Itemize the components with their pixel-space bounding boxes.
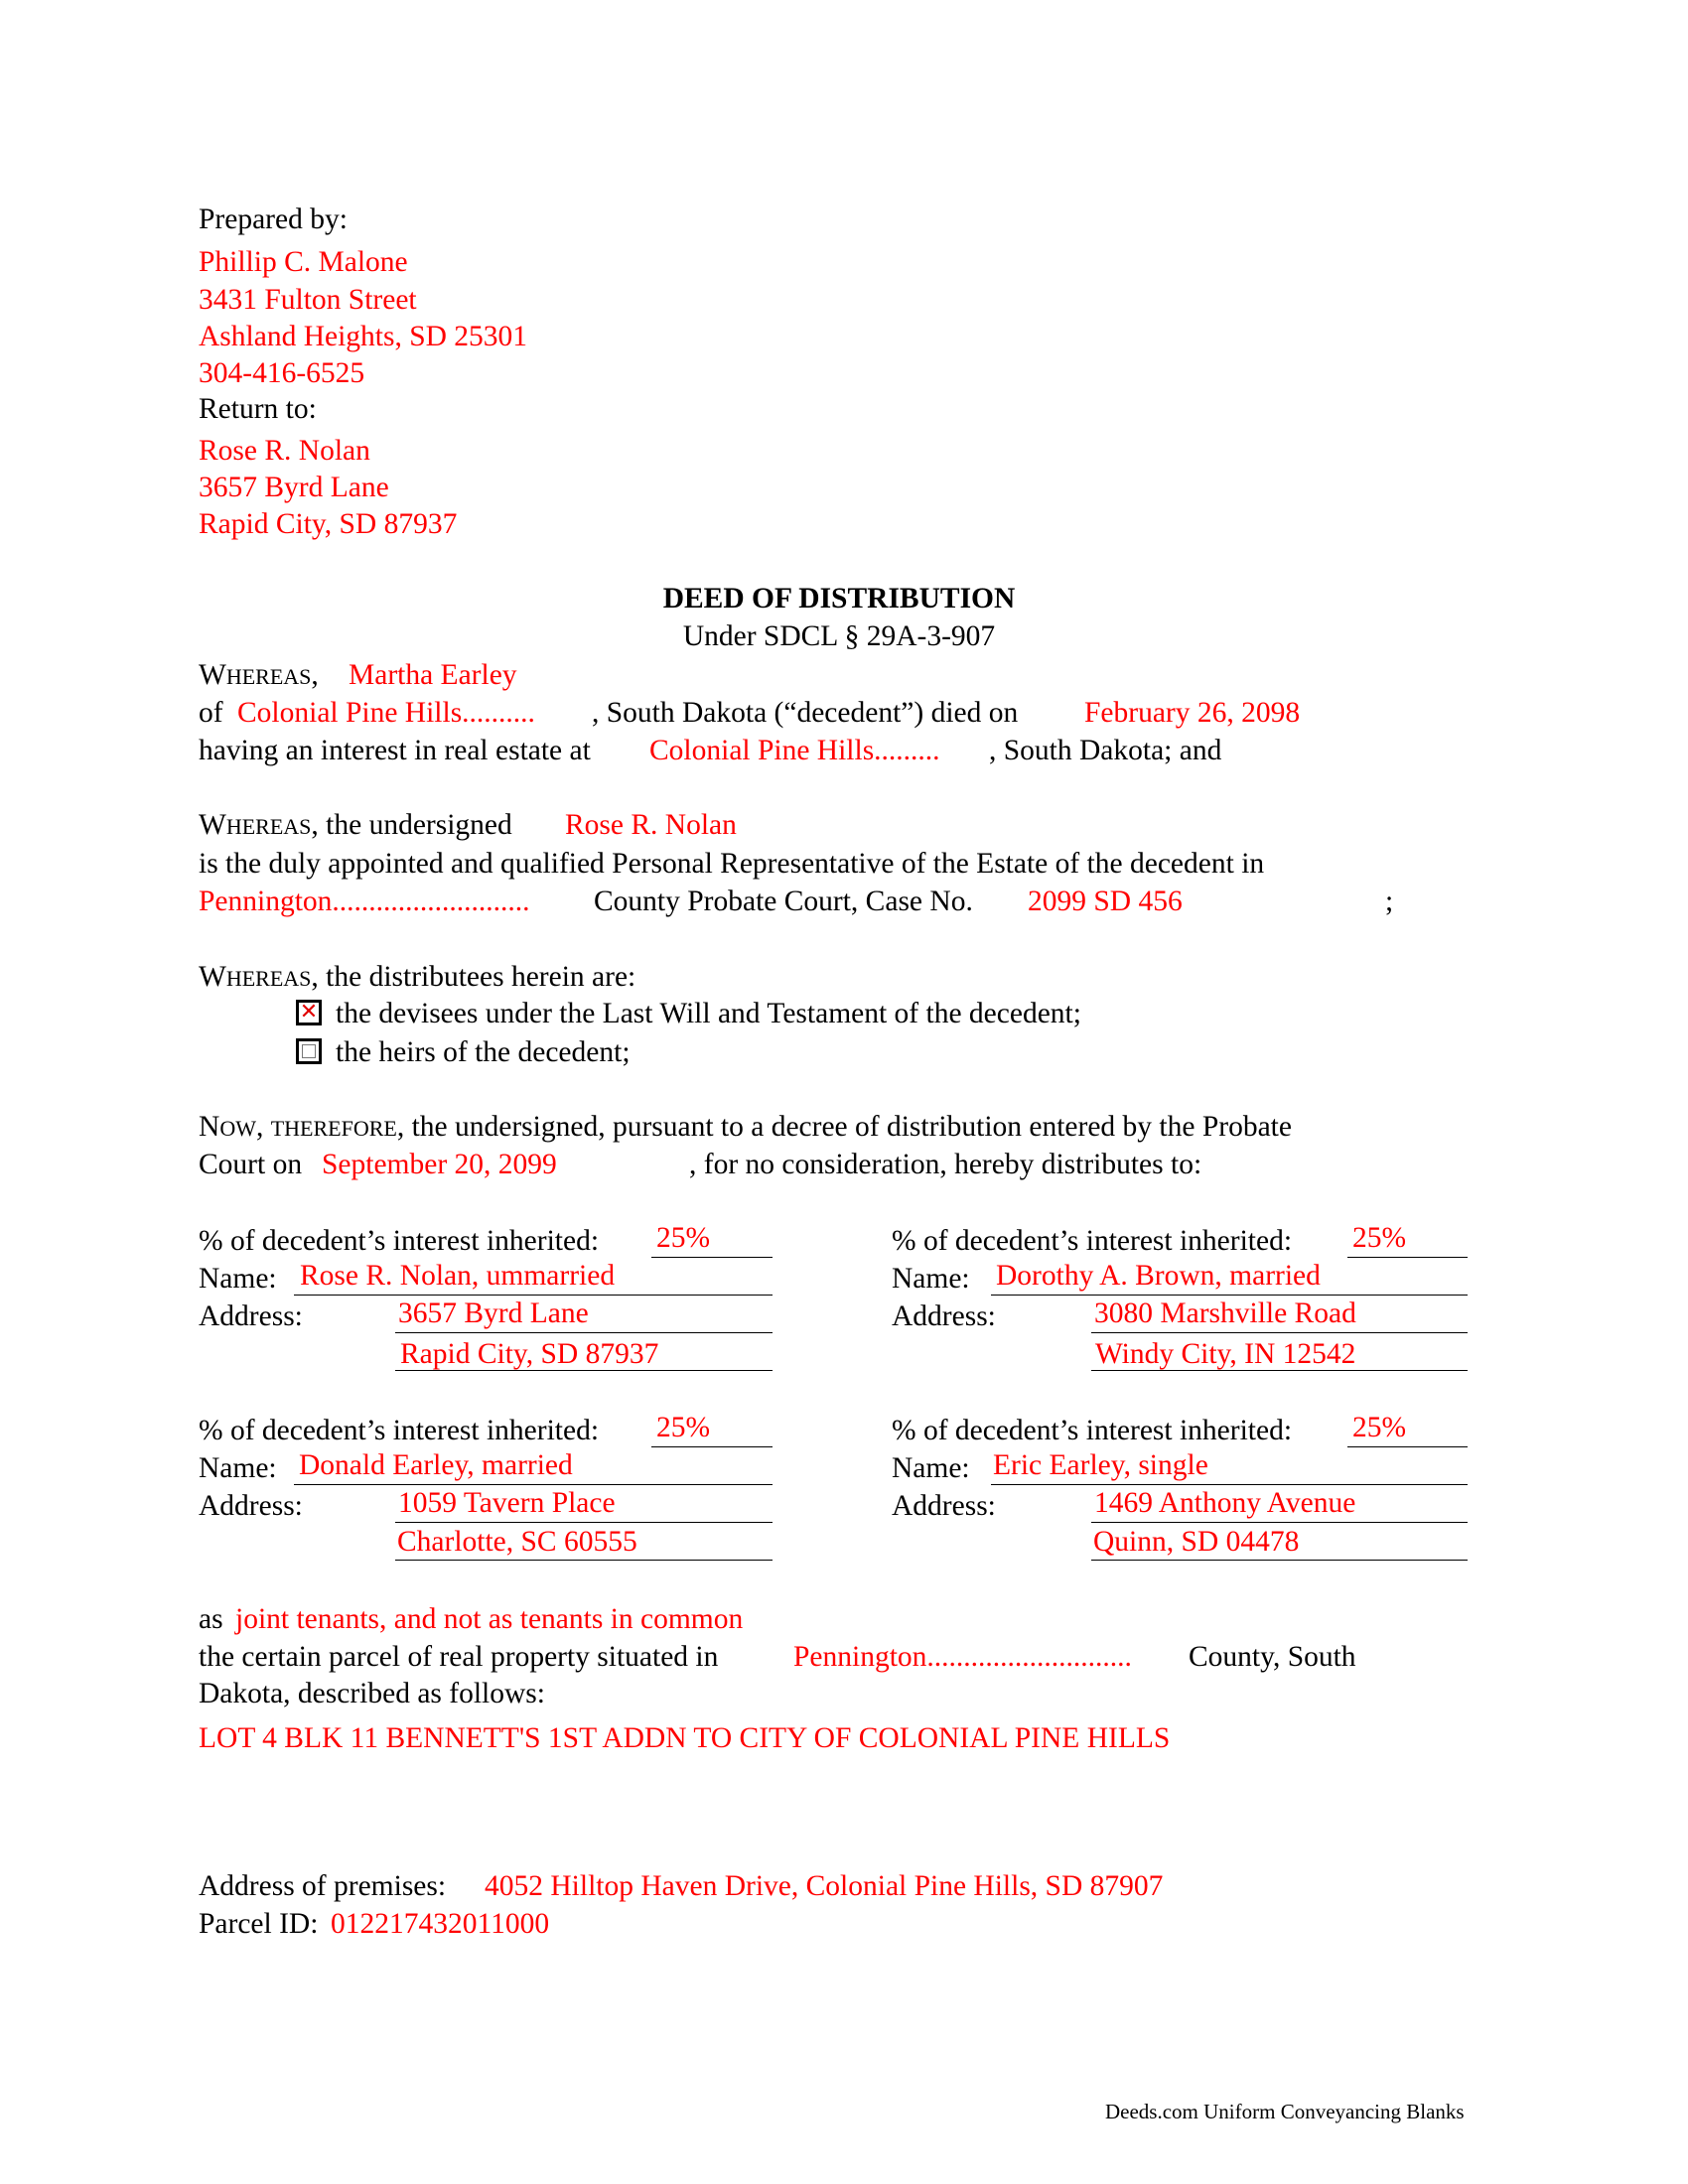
address-underline [395,1370,773,1371]
parcel-id-label: Parcel ID: [199,1908,319,1940]
name-label: Name: [892,1263,970,1295]
address-underline [395,1522,773,1523]
distributee-address-line-1[interactable]: 3657 Byrd Lane [398,1297,589,1329]
x-mark-icon: ✕ [299,1000,319,1024]
distributee-name[interactable]: Rose R. Nolan, ummarried [300,1260,616,1292]
pct-label: % of decedent’s interest inherited: [892,1415,1293,1446]
parcel-id[interactable]: 012217432011000 [331,1908,550,1940]
tenancy-type[interactable]: joint tenants, and not as tenants in common [235,1603,744,1635]
distributee-address-line-1[interactable]: 1059 Tavern Place [398,1487,616,1519]
case-number[interactable]: 2099 SD 456 [1028,886,1183,917]
interest-text: having an interest in real estate at [199,735,591,766]
representative-text: is the duly appointed and qualified Personal Representative of the Estate of the decedent in [199,848,1265,880]
interest-end: , South Dakota; and [989,735,1222,766]
distributee-address-line-1[interactable]: 1469 Anthony Avenue [1094,1487,1356,1519]
distributee-name[interactable]: Donald Earley, married [299,1449,573,1481]
distributee-name[interactable]: Eric Earley, single [993,1449,1208,1481]
distributee-pct[interactable]: 25% [1352,1412,1407,1443]
as-label: as [199,1603,223,1635]
name-underline [991,1295,1468,1296]
distributee-address-line-2[interactable]: Rapid City, SD 87937 [400,1338,659,1370]
death-date[interactable]: February 26, 2098 [1084,697,1301,729]
devisees-checkbox[interactable] [296,1000,322,1025]
whereas-2-heading: WHEREAS, the undersigned [199,809,512,841]
premises-address-label: Address of premises: [199,1870,447,1902]
distributee-address-line-2[interactable]: Windy City, IN 12542 [1095,1338,1356,1370]
heirs-checkbox[interactable] [296,1038,322,1064]
pct-underline [651,1257,773,1258]
parcel-county[interactable]: Pennington............................ [793,1641,1132,1673]
address-underline [395,1332,773,1333]
address-underline [1091,1332,1468,1333]
case-semicolon: ; [1385,886,1394,917]
return-name[interactable]: Rose R. Nolan [199,435,370,467]
distributee-address-line-1[interactable]: 3080 Marshville Road [1094,1297,1356,1329]
address-underline [1091,1560,1468,1561]
pct-underline [1347,1446,1468,1447]
legal-description[interactable]: LOT 4 BLK 11 BENNETT'S 1ST ADDN TO CITY OF COLONIAL PINE HILLS [199,1722,1171,1754]
distributee-pct[interactable]: 25% [656,1412,711,1443]
distributes-text: , for no consideration, hereby distributes to: [689,1149,1202,1180]
name-label: Name: [199,1452,277,1484]
preparer-name[interactable]: Phillip C. Malone [199,246,408,278]
described-as-text: Dakota, described as follows: [199,1678,545,1709]
county-south-text: County, South [1189,1641,1356,1673]
return-to-label: Return to: [199,393,317,425]
property-city[interactable]: Colonial Pine Hills......... [649,735,940,766]
preparer-phone[interactable]: 304-416-6525 [199,357,365,389]
pct-label: % of decedent’s interest inherited: [199,1225,600,1257]
distributee-address-line-2[interactable]: Quinn, SD 04478 [1093,1526,1300,1558]
heirs-label: the heirs of the decedent; [336,1036,631,1068]
name-underline [991,1484,1468,1485]
distributee-pct[interactable]: 25% [1352,1222,1407,1254]
name-label: Name: [199,1263,277,1295]
premises-address[interactable]: 4052 Hilltop Haven Drive, Colonial Pine Hills, SD 87907 [485,1870,1164,1902]
whereas-1-heading: WHEREAS, [199,659,319,691]
representative-name[interactable]: Rose R. Nolan [565,809,737,841]
return-city[interactable]: Rapid City, SD 87937 [199,508,458,540]
pct-label: % of decedent’s interest inherited: [892,1225,1293,1257]
prepared-by-label: Prepared by: [199,204,348,235]
name-underline [294,1484,773,1485]
decedent-name[interactable]: Martha Earley [349,659,517,691]
preparer-street[interactable]: 3431 Fulton Street [199,284,417,316]
return-street[interactable]: 3657 Byrd Lane [199,472,389,503]
document-subtitle: Under SDCL § 29A-3-907 [682,620,996,652]
distributee-address-line-2[interactable]: Charlotte, SC 60555 [397,1526,637,1558]
parcel-situated-text: the certain parcel of real property situated in [199,1641,719,1673]
address-underline [395,1560,773,1561]
address-label: Address: [199,1490,303,1522]
decree-date[interactable]: September 20, 2099 [322,1149,557,1180]
pct-underline [1347,1257,1468,1258]
address-underline [1091,1370,1468,1371]
name-underline [294,1295,773,1296]
now-therefore-heading: NOW, THEREFORE, the undersigned, pursuant to a decree of distribution entered by the Probate [199,1111,1292,1143]
probate-county[interactable]: Pennington........................... [199,886,530,917]
address-label: Address: [892,1490,996,1522]
whereas-3-heading: WHEREAS, the distributees herein are: [199,961,636,993]
of-label: of [199,697,223,729]
distributee-pct[interactable]: 25% [656,1222,711,1254]
footer-credit: Deeds.com Uniform Conveyancing Blanks [1105,2100,1465,2123]
document-title: DEED OF DISTRIBUTION [662,583,1016,614]
probate-court-text: County Probate Court, Case No. [594,886,973,917]
name-label: Name: [892,1452,970,1484]
address-underline [1091,1522,1468,1523]
decedent-city[interactable]: Colonial Pine Hills.......... [237,697,535,729]
preparer-city[interactable]: Ashland Heights, SD 25301 [199,321,528,352]
address-label: Address: [892,1300,996,1332]
death-text: , South Dakota (“decedent”) died on [592,697,1019,729]
pct-underline [651,1446,773,1447]
address-label: Address: [199,1300,303,1332]
court-on-label: Court on [199,1149,303,1180]
devisees-label: the devisees under the Last Will and Testament of the decedent; [336,998,1081,1029]
distributee-name[interactable]: Dorothy A. Brown, married [996,1260,1321,1292]
pct-label: % of decedent’s interest inherited: [199,1415,600,1446]
